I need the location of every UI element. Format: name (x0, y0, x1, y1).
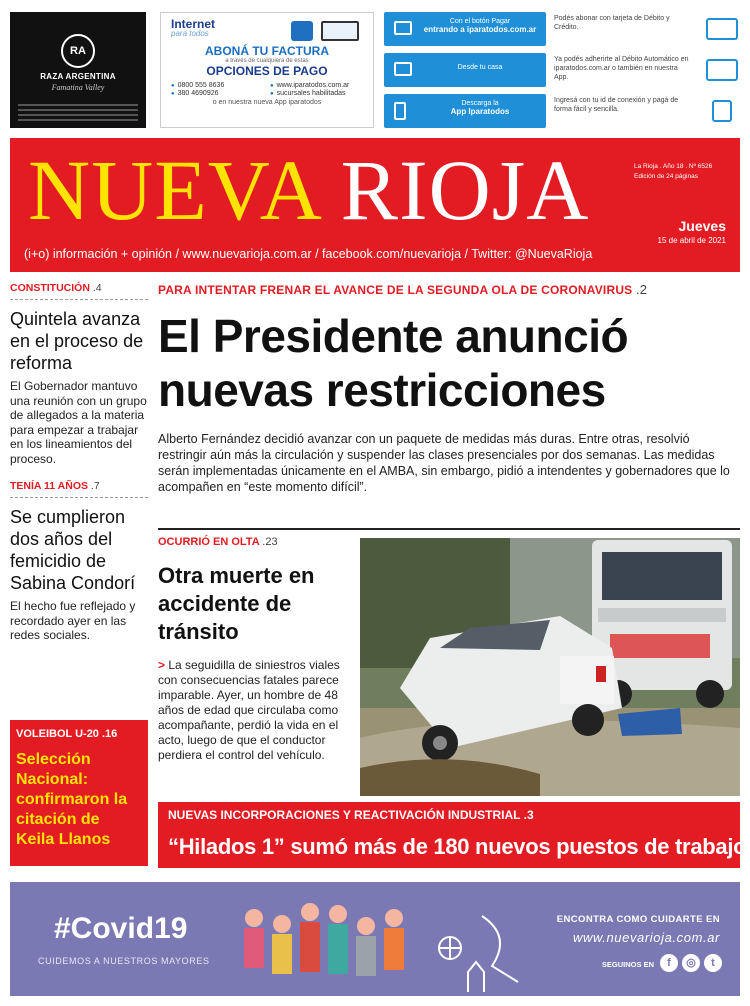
story-femicidio[interactable] (10, 480, 148, 643)
internet-brand: Internet para todos (171, 17, 216, 38)
pay-option-row (384, 53, 742, 87)
whatsapp-contact: ● 380 4690926 (171, 90, 264, 97)
wallet-icon (706, 59, 738, 81)
pay-option-row (384, 12, 742, 46)
lead-kicker: PARA INTENTAR FRENAR EL AVANCE DE LA SEGUNDA OLA DE CORONAVIRUS .2 (158, 282, 648, 297)
story-kicker: CONSTITUCIÓN .4 (10, 282, 102, 294)
monitor-icon (394, 62, 412, 76)
web-contact: ● www.iparatodos.com.ar (270, 82, 363, 89)
monitor-icon (321, 21, 359, 41)
industrial-headline: “Hilados 1” sumó más de 180 nuevos puestos de trabajo (168, 834, 747, 859)
story-voleibol[interactable] (10, 720, 148, 866)
section-divider (158, 528, 740, 530)
internet-small: a través de cualquiera de estas (225, 58, 309, 64)
pay-button-option[interactable]: Con el botón Pagar entrando a iparatodos.com.ar (384, 12, 546, 46)
laptop-icon (394, 21, 412, 35)
olta-kicker: OCURRIÓ EN OLTA .23 (158, 536, 278, 548)
raza-argentina-ad[interactable] (10, 12, 146, 128)
divider (10, 299, 148, 300)
covid-banner[interactable] (10, 882, 740, 996)
facebook-icon[interactable]: f (660, 954, 678, 972)
raza-logo: RA (61, 34, 95, 68)
internet-headline-2: OPCIONES DE PAGO (206, 64, 328, 78)
twitter-icon[interactable]: t (704, 954, 722, 972)
covid-cta-line: ENCONTRA COMO CUIDARTE EN (556, 914, 720, 925)
branches-contact: ● sucursales habilitadas (270, 90, 363, 97)
payment-options-ad (384, 12, 742, 128)
phone-icon (712, 100, 732, 122)
raza-name: RAZA ARGENTINA (40, 72, 116, 81)
follow-label: SEGUINOS EN (601, 960, 654, 969)
accident-photo-illustration (360, 538, 740, 796)
house-icon (291, 21, 313, 41)
story-kicker: TENÍA 11 AÑOS .7 (10, 480, 100, 492)
internet-para-todos-ad[interactable] (160, 12, 374, 128)
covid-subtitle: CUIDEMOS A NUESTROS MAYORES (38, 956, 210, 966)
card-icon (706, 18, 738, 40)
internet-headline: ABONÁ TU FACTURA (205, 44, 329, 58)
internet-footer: o en nuestra nueva App iparatodos (212, 99, 322, 106)
olta-body: > La seguidilla de siniestros viales con consecuencias fatales parece imparable. Ayer, un hombre de 48 años de edad que circulaba como acompañante, perdió la vida en el acto, luego de que el conductor perdiera el control del vehículo. (158, 658, 340, 762)
phone-icon (394, 102, 406, 120)
internet-contacts (171, 82, 363, 97)
issue-meta: La Rioja . Año 18 . Nº 6526 Edición de 24 páginas (634, 163, 713, 180)
people-illustration (232, 896, 532, 996)
raza-subtitle: Famatina Valley (51, 83, 105, 92)
story-headline: Quintela avanza en el proceso de reforma (10, 309, 144, 373)
story-headline: Se cumplieron dos años del femicidio de Sabina Condorí (10, 507, 136, 593)
story-headline: Selección Nacional: confirmaron la citación de Keila Llanos (16, 751, 128, 848)
issue-day: Jueves (678, 218, 726, 234)
pay-option-text: Podés abonar con tarjeta de Débito y Crédito. (554, 15, 670, 31)
title-word-2: RIOJA (340, 142, 590, 238)
covid-url[interactable]: www.nuevarioja.com.ar (573, 930, 720, 945)
top-ad-strip (0, 0, 750, 136)
newspaper-title[interactable] (28, 140, 589, 240)
covid-hashtag: #Covid19 (54, 912, 188, 945)
story-constitucion[interactable] (10, 282, 148, 466)
masthead-links-bar[interactable]: (i+o) información + opinión / www.nuevarioja.com.ar / facebook.com/nuevarioja / Twitter: @NuevaRioja (24, 247, 593, 261)
accident-photo[interactable] (360, 538, 740, 796)
left-column (10, 282, 148, 643)
arrow-icon: > (158, 658, 166, 672)
pay-option-text: Ingresá con tu id de conexión y pagá de forma fácil y sencilla. (554, 97, 679, 113)
pay-from-home-option[interactable]: Desde tu casa (384, 53, 546, 87)
story-kicker: VOLEIBOL U-20 .16 (16, 728, 118, 740)
instagram-icon[interactable]: ◎ (682, 954, 700, 972)
download-app-option[interactable]: Descarga la App Iparatodos (384, 94, 546, 128)
olta-headline[interactable]: Otra muerte en accidente de tránsito (158, 563, 315, 644)
phone-contact: ● 0800 555 8636 (171, 82, 264, 89)
raza-fine-print (18, 104, 138, 121)
industrial-kicker: NUEVAS INCORPORACIONES Y REACTIVACIÓN INDUSTRIAL .3 (168, 808, 534, 822)
pay-option-row (384, 94, 742, 128)
pay-option-text: Ya podés adherirte al Débito Automático en iparatodos.com.ar o también en nuestra App. (554, 56, 689, 81)
lead-lede: Alberto Fernández decidió avanzar con un paquete de medidas más duras. Entre otras, resolvió restringir aún más la circulación y suspender las clases presenciales por dos semanas. Las medidas serán implementadas únicamente en el AMBA, sin embargo, pidió a intendentes y gobernadores que lo acompañen en “este momento difícil”. (158, 432, 730, 494)
lead-headline: El Presidente anunció nuevas restricciones (158, 310, 629, 416)
divider (10, 497, 148, 498)
issue-date: 15 de abril de 2021 (657, 236, 726, 245)
lead-story[interactable] (158, 282, 740, 495)
title-word-1: NUEVA (28, 142, 319, 238)
story-body: El hecho fue reflejado y recordado ayer en las redes sociales. (10, 599, 136, 642)
industrial-story[interactable] (158, 802, 747, 868)
story-body: El Gobernador mantuvo una reunión con un grupo de allegados a la materia para empezar a trabajar en los lineamientos del proceso. (10, 379, 147, 466)
masthead (10, 138, 740, 272)
